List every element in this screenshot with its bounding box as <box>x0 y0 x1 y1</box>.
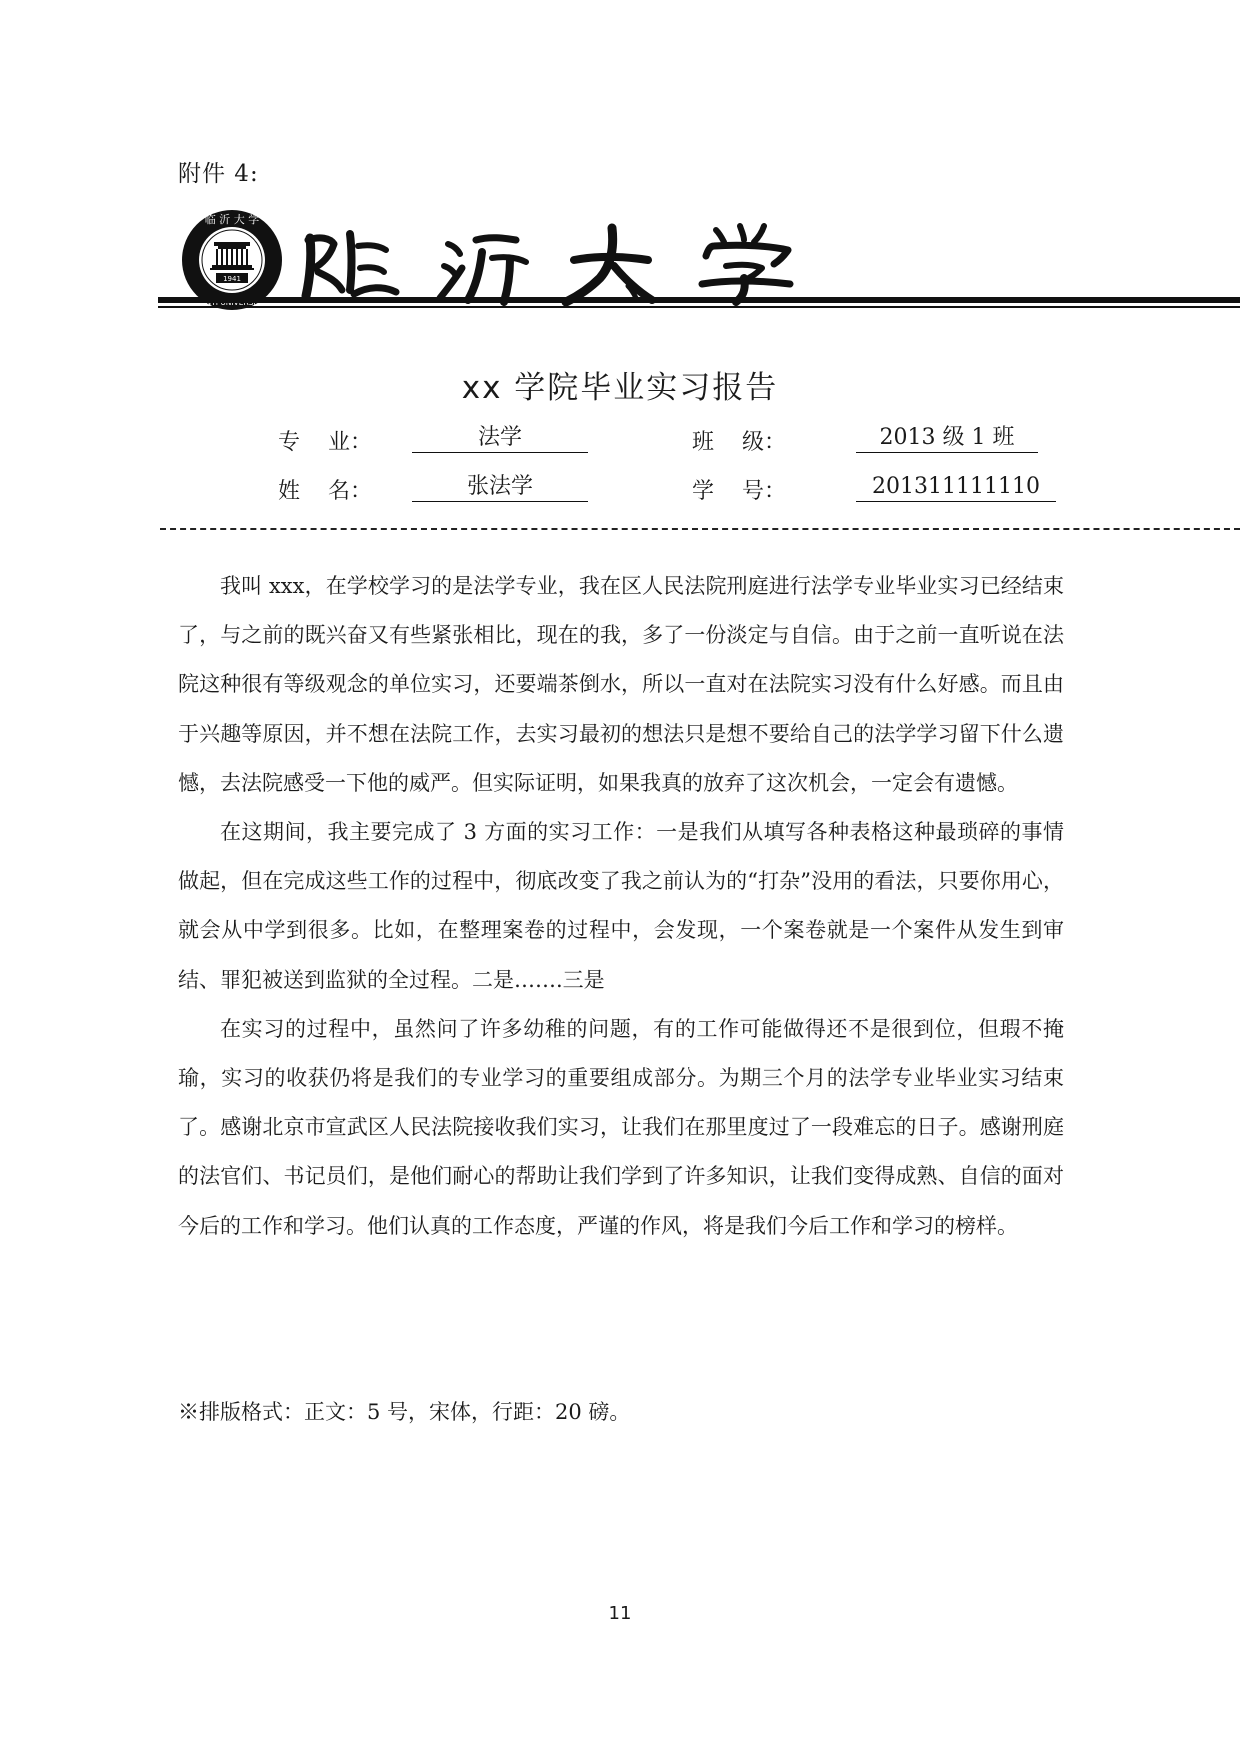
dashed-separator <box>160 528 1240 530</box>
major-label: 专 业： <box>278 430 372 455</box>
name-value: 张法学 <box>412 473 588 502</box>
header-rule-thick <box>158 297 1240 303</box>
class-label: 班 级： <box>692 430 786 455</box>
body-paragraph-1: 我叫 xxx，在学校学习的是法学专业，我在区人民法院刑庭进行法学专业毕业实习已经结束了，与之前的既兴奋又有些紧张相比，现在的我，多了一份淡定与自信。由于之前一直听说在法院这种很有等级观念的单位实习，还要端茶倒水，所以一直对在法院实习没有什么好感。而且由于兴趣等原因，并不想在法院工作，去实习最初的想法只是想不要给自己的法学学习留下什么遗憾，去法院感受一下他的威严。但实际证明，如果我真的放弃了这次机会，一定会有遗憾。 <box>178 574 1064 795</box>
format-note: ※排版格式：正文：5 号，宋体，行距：20 磅。 <box>178 1400 631 1424</box>
class-value: 2013 级 1 班 <box>856 424 1038 453</box>
svg-text:1941: 1941 <box>223 275 241 283</box>
page-number: 11 <box>608 1603 632 1624</box>
student-id-label: 学 号： <box>692 479 786 504</box>
university-name-calligraphy <box>296 216 876 306</box>
student-id-value: 201311111110 <box>856 473 1056 502</box>
body-paragraph-2: 在这期间，我主要完成了 3 方面的实习工作：一是我们从填写各种表格这种最琐碎的事情做起，但在完成这些工作的过程中，彻底改变了我之前认为的“打杂”没用的看法，只要你用心，就会从中学到很多。比如，在整理案卷的过程中，会发现，一个案卷就是一个案件从发生到审结、罪犯被送到监狱的全过程。二是…….三是 <box>178 820 1064 992</box>
header-rule-thin <box>158 306 1240 308</box>
svg-text:临 沂 大 学: 临 沂 大 学 <box>204 213 260 226</box>
report-body <box>178 562 1064 1251</box>
major-value: 法学 <box>412 424 588 453</box>
body-paragraph-3: 在实习的过程中，虽然问了许多幼稚的问题，有的工作可能做得还不是很到位，但瑕不掩瑜，实习的收获仍将是我们的专业学习的重要组成部分。为期三个月的法学专业毕业实习结束了。感谢北京市宣武区人民法院接收我们实习，让我们在那里度过了一段难忘的日子。感谢刑庭的法官们、书记员们，是他们耐心的帮助让我们学到了许多知识，让我们变得成熟、自信的面对今后的工作和学习。他们认真的工作态度，严谨的作风，将是我们今后工作和学习的榜样。 <box>178 1016 1064 1238</box>
university-header <box>158 200 1240 310</box>
report-title: xx 学院毕业实习报告 <box>461 370 779 406</box>
name-label: 姓 名： <box>278 479 372 504</box>
attachment-label: 附件 4: <box>178 161 259 187</box>
